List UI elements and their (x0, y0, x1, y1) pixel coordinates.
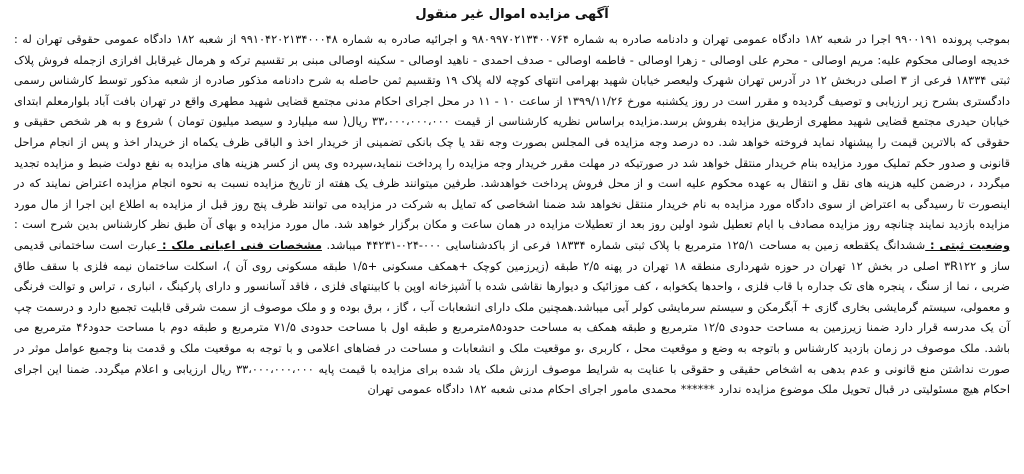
registration-status-text: ششدانگ یکقطعه زمین به مساحت ۱۲۵/۱ مترمربع با پلاک ثبتی شماره ۱۸۳۳۴ فرعی از باکدشناسایی ۰۰۰-۰۲۴-۴۴۲۳۱ میباشد. (321, 238, 926, 252)
notice-body (14, 30, 1010, 401)
notice-paragraph-intro: بموجب پرونده ۹۹۰۰۱۹۱ اجرا در شعبه ۱۸۲ دادگاه عمومی تهران و دادنامه صادره به شماره ۹۸۰۹۹۷۰۲۱۳۴۰۰۷۶۴ و اجرائیه صادره به شماره ۹۹۱۰۴۲۰۲۱۳۴۰۰۰۴۸ از شعبه ۱۸۲ دادگاه عمومی حقوقی تهران له : خدیجه اوصالی محکوم علیه: مریم اوصالی - محرم علی اوصالی - زهرا اوصالی - فاطمه اوصالی - صدف احمدی - ناهید اوصالی - سکینه اوصالی مبنی بر تقسیم ترکه و هرمال غیرقابل افرازی ازجمله فروش پلاک ثبتی ۱۸۳۳۴ فرعی از ۳ اصلی دربخش ۱۲ در آدرس تهران شهرک ولیعصر خیابان شهید بهرامی انتهای کوچه لاله پلاک ۱۹ وتقسیم ثمن حاصله به شرح دادنامه مذکور صادره از شعبه مذکور توسط کارشناس رسمی دادگستری بشرح زیر ارزیابی و توصیف گردیده و مقرر است در روز یکشنبه مورخ ۱۳۹۹/۱۱/۲۶ از ساعت ۱۰ - ۱۱ در محل اجرای احکام مدنی مجتمع قضایی شهید مطهری واقع در تهران بافت آباد بلوارمعلم ابتدای خیابان حیدری مجتمع قضایی شهید مطهری ازطریق مزایده بفروش برسد.مزایده براساس نظریه کارشناسی از قیمت ۳۳،۰۰۰،۰۰۰،۰۰۰ ریال( سه میلیارد و سیصد میلیون تومان ) شروع و به هر شخص حقیقی و حقوقی که بالاترین قیمت را پیشنهاد نماید فروخته خواهد شد. ده درصد وجه مزایده فی المجلس بصورت وجه نقد یا چک بانکی تضمینی از خریدار اخذ و الباقی ظرف یکماه از خریدار اخذ و پس از انجام مراحل قانونی و صدور حکم تملیک مورد مزایده بنام خریدار منتقل خواهد شد در صورتیکه در مهلت مقرر خریدار وجه مزایده را پرداخت ننماید،سپرده وی پس از کسر هزینه های مزایده به نفع دولت ضبط و مزایده تجدید میگردد ، درضمن کلیه هزینه های نقل و انتقال به عهده محکوم علیه است و از محل فروش پرداخت خواهدشد. طرفین میتوانند ظرف یک هفته از تاریخ مزایده نسبت به نحوه انجام مزایده اعتراض نمایند که در اینصورت تا رسیدگی به اعتراض از سوی دادگاه مورد مزایده به نام خریدار منتقل نخواهد شد ضمنا اشخاصی که تمایل به شرکت در مزایده می توانند ظرف پنج روز قبل از مزایده به اطلاع این اجرا از مال مورد مزایده بازدید نمایند چنانچه روز مزایده مصادف با ایام تعطیل شود اولین روز بعد از تعطیلات مزایده در همان ساعت و مکان برگزار خواهد شد. مال مورد مزایده و بهای آن طبق نظر کارشناس بدین شرح است : (14, 33, 1010, 232)
technical-specs-heading: مشخصات فنی اعیانی ملک : (157, 238, 322, 252)
notice-title: آگهی مزایده اموال غیر منقول (415, 7, 609, 22)
registration-status-heading: وضعیت ثبتی : (925, 238, 1011, 252)
technical-specs-text: عبارت است ساختمانی قدیمی ساز و ۳R۱۲۲ اصلی در بخش ۱۲ تهران در حوزه شهرداری منطقه ۱۸ تهران در پهنه ۲/۵ طبقه (زیرزمین کوچک +همکف مسکونی +۱/۵ طبقه مسکونی روی آن )، اسکلت ساختمان نیمه فلزی با سقف طاق ضربی ، نما از سنگ ، پنجره های تک جداره با قاب فلزی ، واحدها یکخوابه ، کف موزائیک و دیوارها نقاشی شده با آشپزخانه اوپن با کابینتهای فلزی ، فاقد آسانسور و دارای پارکینگ ، انباری ، تراس و توالت فرنگی و معمولی، سیستم گرمایشی بخاری گازی + آبگرمکن و سیستم سرمایشی کولر آبی میباشد.همچنین ملک دارای انشعابات آب ، گاز ، برق بوده و و ملک موصوف از سمت شرقی قابلیت تجمیع دارد و درسمت چپ آن یک مدرسه قرار دارد ضمنا زیرزمین به مساحت حدودی ۱۲/۵ مترمربع و طبقه همکف به مساحت حدود۸۵مترمربع و طبقه اول با مساحت حدودی ۷۱/۵ مترمربع و طبقه دوم با مساحت حدود۴۶ مترمربع می باشد. ملک موصوف در زمان بازدید کارشناس و باتوجه به وضع و موقعیت محل ، کاربری ،و موقعیت ملک و انشعابات و مساحت در فضاهای اعلامی و با توجه به موقعیت ملک و قدمت بنا وجمیع عوامل موثر در صورت نداشتن منع قانونی و عدم بدهی به اشخاص حقیقی و حقوقی با عنایت به شرایط موصوف ارزش ملک یاد شده برای مزایده با قیمت پایه ۳۳،۰۰۰،۰۰۰،۰۰۰ ریال ارزیابی و اعلام میگردد. ضمنا این اجرای احکام هیچ مسئولیتی در قبال تحویل ملک موضوع مزایده ندارد ****** محمدی مامور اجرای احکام مدنی شعبه ۱۸۲ دادگاه عمومی تهران (14, 238, 1011, 397)
